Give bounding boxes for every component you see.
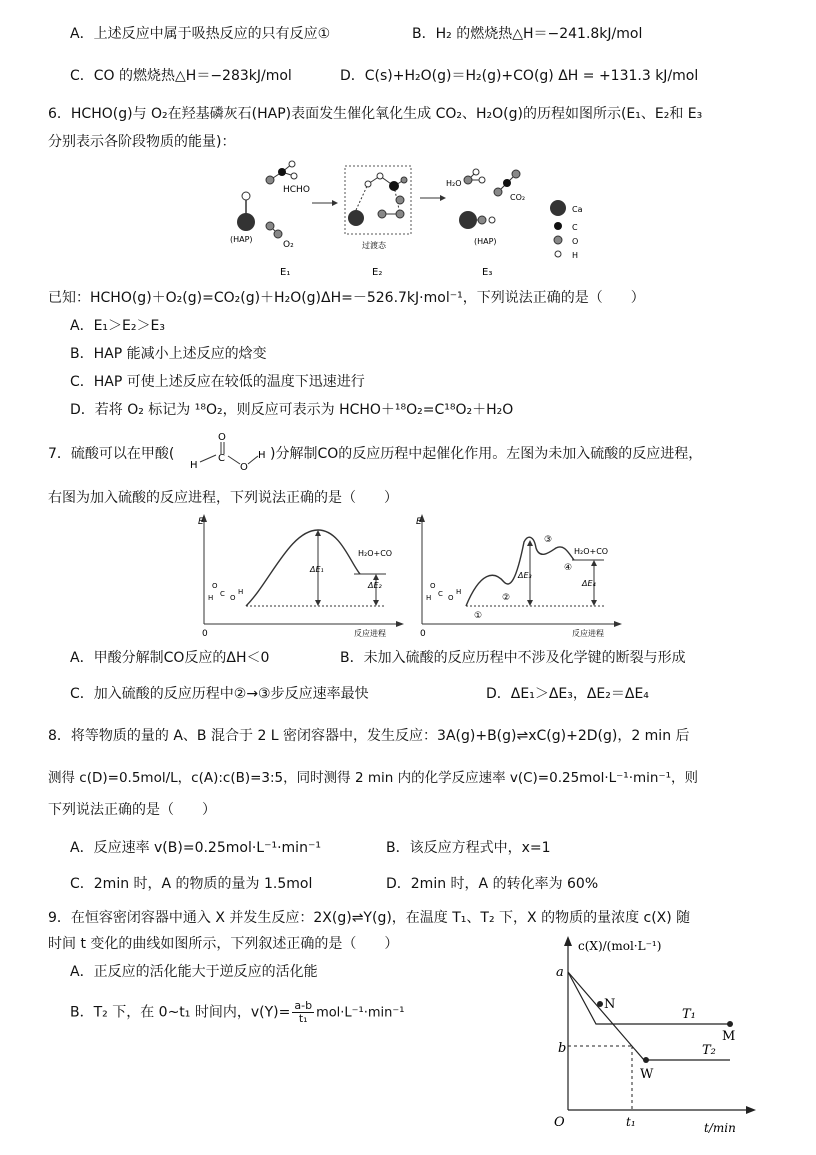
e3-label: E₃ (482, 267, 493, 278)
svg-text:O: O (448, 594, 454, 602)
q5-option-d: D．C(s)+H₂O(g)＝H₂(g)+CO(g) ΔH = +131.3 kJ/mol (340, 68, 699, 84)
svg-text:H: H (190, 460, 198, 471)
svg-text:ΔE₂: ΔE₂ (368, 581, 382, 590)
h2o-label: H₂O (446, 179, 462, 188)
origin-label: O (554, 1115, 565, 1130)
svg-text:①: ① (474, 611, 483, 621)
svg-text:C: C (438, 590, 443, 598)
transition-state-label: 过渡态 (362, 241, 386, 250)
hap-ca-atom-3 (459, 211, 477, 229)
svg-text:O: O (572, 237, 579, 246)
svg-text:H: H (426, 594, 432, 602)
w-label: W (640, 1067, 654, 1082)
svg-text:E: E (198, 517, 204, 527)
q9-option-b-unit: mol·L⁻¹·min⁻¹ (316, 1005, 405, 1021)
q8-stem-line1: 8．将等物质的量的 A、B 混合于 2 L 密闭容器中，发生反应：3A(g)+B(g)⇌xC(g)+2D(g)，2 min 后 (48, 728, 690, 744)
svg-text:ΔE₄: ΔE₄ (582, 579, 596, 588)
q7-option-a: A．甲酸分解制CO反应的ΔH＜0 (70, 650, 270, 666)
hap-ca-atom-2 (348, 210, 364, 226)
q8-option-a: A．反应速率 v(B)=0.25mol·L⁻¹·min⁻¹ (70, 840, 321, 856)
svg-text:ΔE₁: ΔE₁ (310, 565, 324, 574)
svg-text:O: O (212, 582, 218, 590)
svg-text:H₂O+CO: H₂O+CO (574, 547, 609, 556)
q8-option-d: D．2min 时，A 的转化率为 60% (386, 876, 599, 892)
q7-option-d: D．ΔE₁＞ΔE₃，ΔE₂＝ΔE₄ (486, 686, 649, 702)
svg-text:反应进程: 反应进程 (354, 629, 386, 638)
q5-option-a: A．上述反应中属于吸热反应的只有反应① (70, 26, 331, 42)
x-axis-label: t/min (704, 1121, 736, 1135)
t1-label: t₁ (626, 1115, 636, 1129)
svg-text:O: O (230, 594, 236, 602)
e2-label: E₂ (372, 267, 383, 278)
svg-text:反应进程: 反应进程 (572, 629, 604, 638)
q7-stem-line2: 右图为加入硫酸的反应进程，下列说法正确的是（ ） (48, 490, 398, 506)
q8-stem-line2: 测得 c(D)=0.5mol/L，c(A):c(B)=3:5，同时测得 2 min 内的化学反应速率 v(C)=0.25mol·L⁻¹·min⁻¹，则 (48, 770, 698, 786)
hap-label-1: (HAP) (230, 235, 253, 244)
q5-option-c: C．CO 的燃烧热△H＝−283kJ/mol (70, 68, 292, 84)
svg-text:H₂O+CO: H₂O+CO (358, 549, 393, 558)
q9-option-b-fraction (292, 1000, 314, 1025)
h2o-molecule (464, 169, 485, 184)
q6-stem-line1: 6．HCHO(g)与 O₂在羟基磷灰石(HAP)表面发生催化氧化生成 CO₂、H₂O(g)的历程如图所示(E₁、E₂和 E₃ (48, 106, 703, 122)
svg-text:H: H (572, 251, 579, 260)
svg-text:③: ③ (544, 535, 553, 545)
point-w (643, 1057, 649, 1063)
n-label: N (604, 997, 616, 1012)
svg-text:④: ④ (564, 563, 573, 573)
energy-diagram-no-catalyst (198, 514, 404, 639)
hcho-label: HCHO (283, 185, 310, 195)
q7-stem-line1-b: )分解制CO的反应历程中起催化作用。左图为未加入硫酸的反应进程， (270, 446, 703, 462)
energy-diagram-with-catalyst (416, 514, 622, 639)
hap-ca-atom-1 (237, 213, 255, 231)
q9-option-a: A．正反应的活化能大于逆反应的活化能 (70, 964, 318, 980)
svg-text:C: C (572, 223, 578, 232)
svg-text:0: 0 (202, 629, 208, 639)
e1-label: E₁ (280, 267, 291, 278)
co2-label: CO₂ (510, 193, 526, 202)
q9-concentration-graph (552, 932, 762, 1152)
svg-text:H: H (258, 450, 266, 461)
point-m (727, 1021, 733, 1027)
svg-text:H: H (238, 588, 244, 596)
q9-option-b-text: B．T₂ 下，在 0~t₁ 时间内，v(Y)= (70, 1004, 291, 1021)
q9-option-b (70, 1000, 404, 1025)
q9-fraction-numerator: a-b (294, 999, 313, 1012)
svg-text:C: C (220, 590, 225, 598)
q9-stem-line2: 时间 t 变化的曲线如图所示，下列叙述正确的是（ ） (48, 936, 399, 952)
q6-reaction-figure (220, 158, 610, 283)
q6-option-a: A．E₁＞E₂＞E₃ (70, 318, 165, 334)
q6-option-c: C．HAP 可使上述反应在较低的温度下迅速进行 (70, 374, 365, 390)
b-label: b (558, 1041, 567, 1056)
svg-text:O: O (430, 582, 436, 590)
svg-text:ΔE₃: ΔE₃ (518, 571, 532, 580)
q7-option-b: B．未加入硫酸的反应历程中不涉及化学键的断裂与形成 (340, 650, 686, 666)
svg-text:Ca: Ca (572, 205, 583, 214)
t2-curve-label: T₂ (702, 1043, 716, 1058)
q9-stem-line1: 9．在恒容密闭容器中通入 X 并发生反应：2X(g)⇌Y(g)，在温度 T₁、T₂ 下，X 的物质的量浓度 c(X) 随 (48, 910, 691, 926)
t1-curve (568, 972, 730, 1024)
atom-legend (550, 200, 583, 260)
svg-text:0: 0 (420, 629, 426, 639)
svg-text:H: H (208, 594, 214, 602)
m-label: M (722, 1029, 736, 1044)
q6-known-line: 已知：HCHO(g)＋O₂(g)=CO₂(g)＋H₂O(g)ΔH=－526.7kJ·mol⁻¹，下列说法正确的是（ ） (48, 290, 645, 306)
q5-option-b: B．H₂ 的燃烧热△H＝−241.8kJ/mol (412, 26, 643, 42)
hap-label-3: (HAP) (474, 237, 497, 246)
q7-stem-line1-a: 7．硫酸可以在甲酸( (48, 446, 175, 462)
q6-option-d: D．若将 O₂ 标记为 ¹⁸O₂，则反应可表示为 HCHO＋¹⁸O₂=C¹⁸O₂＋H₂O (70, 402, 514, 418)
q9-fraction-denominator: t₁ (298, 1012, 308, 1025)
svg-text:O: O (240, 462, 248, 472)
y-axis-label: c(X)/(mol·L⁻¹) (578, 939, 662, 953)
point-n (597, 1001, 603, 1007)
svg-text:O: O (218, 432, 226, 443)
q8-stem-line3: 下列说法正确的是（ ） (48, 802, 216, 818)
hcho-molecule (266, 161, 297, 184)
o2-molecule (266, 222, 282, 238)
q7-energy-diagrams (190, 512, 630, 642)
q8-option-b: B．该反应方程式中，x=1 (386, 840, 551, 856)
a-label: a (556, 965, 564, 980)
svg-text:E: E (416, 517, 422, 527)
q6-stem-line2: 分别表示各阶段物质的能量)： (48, 134, 236, 150)
t1-curve-label: T₁ (682, 1007, 696, 1022)
q8-option-c: C．2min 时，A 的物质的量为 1.5mol (70, 876, 313, 892)
q6-option-b: B．HAP 能减小上述反应的焓变 (70, 346, 267, 362)
o2-label: O₂ (283, 240, 294, 250)
svg-text:H: H (456, 588, 462, 596)
svg-text:②: ② (502, 593, 511, 603)
svg-text:C: C (218, 453, 225, 464)
q7-option-c: C．加入硫酸的反应历程中②→③步反应速率最快 (70, 686, 369, 702)
formic-acid-structure (188, 430, 270, 472)
